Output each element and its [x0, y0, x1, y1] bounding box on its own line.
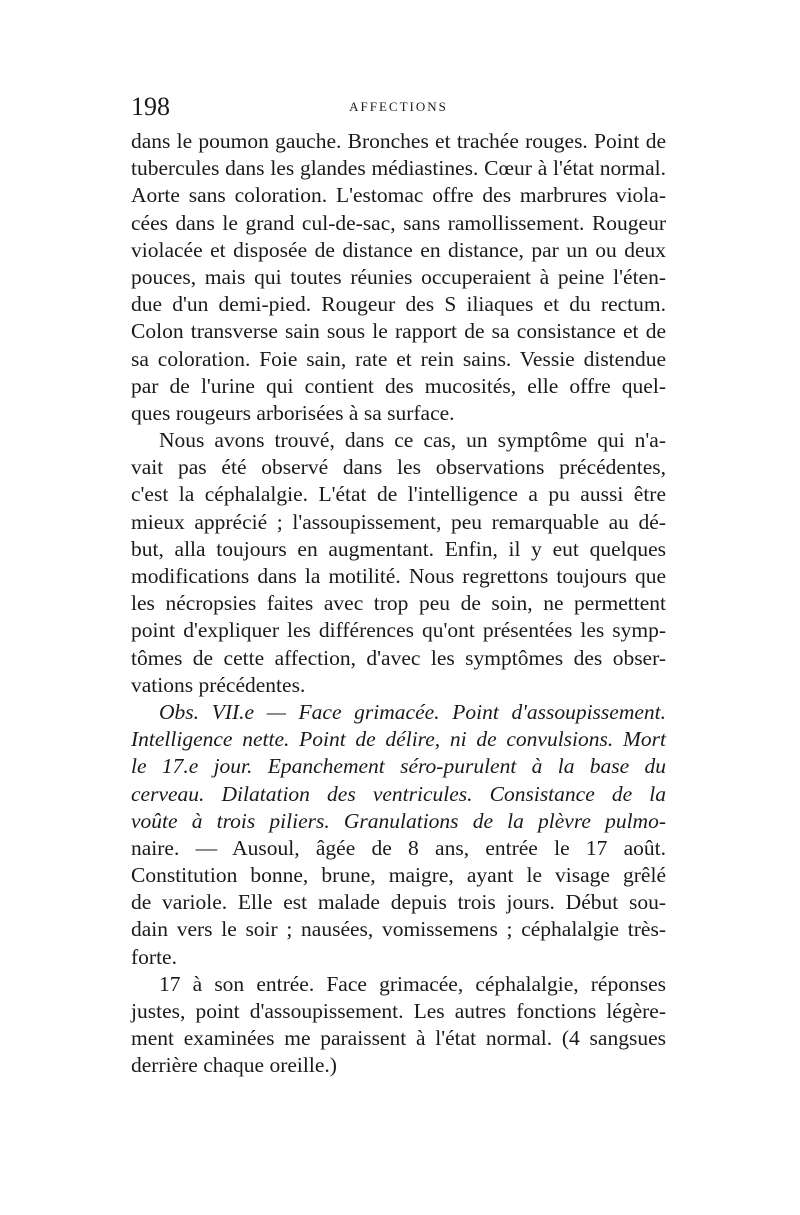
paragraph-autopsy	[131, 128, 666, 427]
text-line: pouces, mais qui toutes réunies occuperaient à peine l'éten-	[131, 264, 666, 289]
page-number: 198	[131, 92, 170, 121]
text-line: tômes de cette affection, d'avec les symptômes des obser-	[131, 645, 666, 670]
text-line: Constitution bonne, brune, maigre, ayant le visage grêlé	[131, 863, 666, 888]
text-line: par de l'urine qui contient des mucosités, elle offre quel-	[131, 373, 666, 398]
text-line: cées dans le grand cul-de-sac, sans ramollissement. Rougeur	[131, 210, 666, 235]
text-line: modifications dans la motilité. Nous regrettons toujours que	[131, 564, 666, 588]
text-line: derrière chaque oreille.)	[131, 1053, 337, 1078]
text-line: ment examinées me paraissent à l'état normal. (4 sangsues	[131, 1026, 666, 1051]
observation-heading-line: le 17.e jour. Epanchement séro-purulent à la base du	[131, 754, 666, 779]
text-line: Aorte sans coloration. L'estomac offre des marbrures viola-	[131, 183, 666, 208]
text-line: mieux apprécié ; l'assoupissement, peu remarquable au dé-	[131, 509, 666, 534]
observation-heading-line: Intelligence nette. Point de délire, ni de convulsions. Mort	[131, 727, 666, 752]
text-line: but, alla toujours en augmentant. Enfin, il y eut quelques	[131, 536, 666, 561]
observation-heading-line: voûte à trois piliers. Granulations de la plèvre pulmo-	[131, 808, 666, 833]
observation-heading-line: cerveau. Dilatation des ventricules. Consistance de la	[131, 781, 666, 806]
running-head: AFFECTIONS	[349, 99, 448, 114]
text-line: due d'un demi-pied. Rougeur des S iliaques et du rectum.	[131, 292, 666, 317]
paragraph-observation-vii	[131, 699, 666, 971]
body-text	[131, 128, 666, 1080]
text-line: dain vers le soir ; nausées, vomissemens ; céphalalgie très-	[131, 917, 666, 942]
page-header	[131, 92, 666, 122]
text-line: de variole. Elle est malade depuis trois jours. Début sou-	[131, 890, 666, 915]
text-line: violacée et disposée de distance en distance, par un ou deux	[131, 237, 666, 262]
text-line: Colon transverse sain sous le rapport de sa consistance et de	[131, 319, 666, 344]
text-line: vait pas été observé dans les observations précédentes,	[131, 455, 666, 480]
text-line: point d'expliquer les différences qu'ont présentées les symp-	[131, 618, 666, 643]
paragraph-commentary	[131, 427, 666, 699]
text-line: 17 à son entrée. Face grimacée, céphalalgie, réponses	[159, 971, 666, 996]
observation-heading-line: Obs. VII.e — Face grimacée. Point d'assoupissement.	[159, 699, 666, 724]
text-line: dans le poumon gauche. Bronches et trachée rouges. Point de	[131, 129, 666, 153]
text-line: justes, point d'assoupissement. Les autres fonctions légère-	[131, 999, 666, 1023]
text-line: forte.	[131, 944, 177, 969]
text-line: Nous avons trouvé, dans ce cas, un symptôme qui n'a-	[159, 428, 666, 453]
text-line: naire. — Ausoul, âgée de 8 ans, entrée le 17 août.	[131, 835, 666, 860]
text-line: les nécropsies faites avec trop peu de soin, ne permettent	[131, 591, 666, 616]
paragraph-day-17	[131, 971, 666, 1080]
text-line: c'est la céphalalgie. L'état de l'intelligence a pu aussi être	[131, 482, 666, 507]
text-line: vations précédentes.	[131, 672, 306, 697]
text-line: ques rougeurs arborisées à sa surface.	[131, 400, 455, 425]
text-line: tubercules dans les glandes médiastines. Cœur à l'état normal.	[131, 156, 666, 181]
text-line: sa coloration. Foie sain, rate et rein sains. Vessie distendue	[131, 346, 666, 371]
